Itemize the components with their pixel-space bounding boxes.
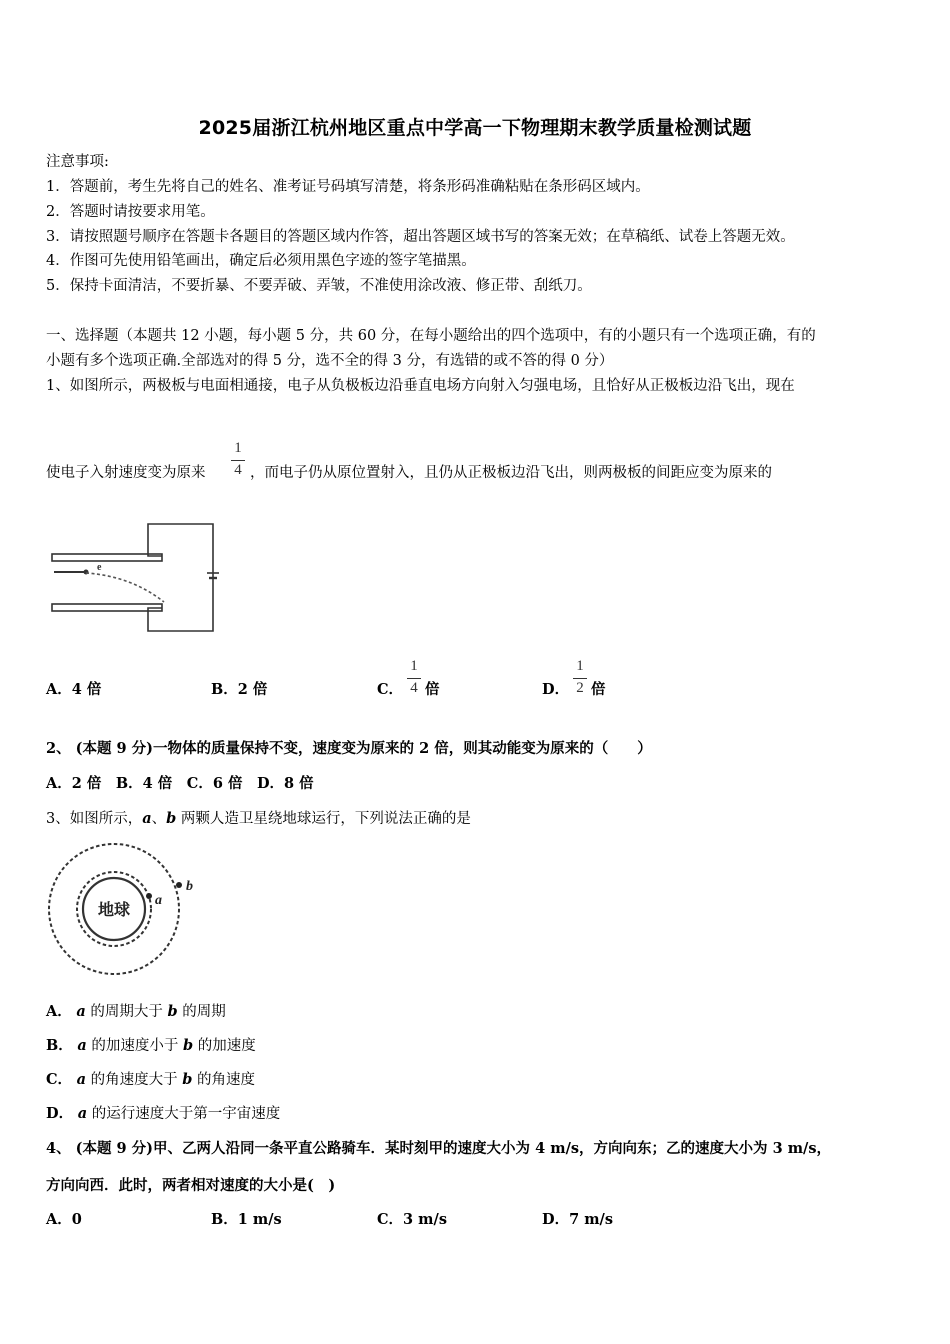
q3-option-b: B． a 的加速度小于 b 的加速度 [46, 1037, 256, 1054]
electron-label: e [97, 562, 102, 573]
fraction-numerator: 1 [234, 440, 242, 456]
q4-option-a: A．0 [46, 1211, 82, 1228]
section-header-line1: 一、选择题（本题共 12 小题，每小题 5 分，共 60 分，在每小题给出的四个选项中，有的小题只有一个选项正确，有的 [46, 328, 816, 344]
q1-stem-line1: 1、如图所示，两极板与电面相通接，电子从负极板边沿垂直电场方向射入匀强电场，且恰好从正极板边沿飞出，现在 [46, 378, 795, 394]
q4-stem-line2: 方向向西．此时，两者相对速度的大小是( ) [46, 1177, 336, 1194]
section-header-line2: 小题有多个选项正确.全部选对的得 5 分，选不全的得 3 分，有选错的或不答的得 0 分） [46, 353, 614, 369]
notice-item-1: 1．答题前，考生先将自己的姓名、准考证号码填写清楚，将条形码准确粘贴在条形码区域内。 [46, 179, 650, 195]
q1-option-b: B．2 倍 [211, 681, 268, 698]
q1-capacitor-figure [46, 518, 221, 636]
notice-item-5: 5．保持卡面清洁，不要折暴、不要弄破、弄皱，不准使用涂改液、修正带、刮纸刀。 [46, 278, 592, 294]
earth-label: 地球 [97, 900, 131, 919]
q1-option-c-text: 倍 [425, 681, 440, 698]
q3-option-d: D． a 的运行速度大于第一宇宙速度 [46, 1105, 281, 1122]
q3-option-a: A． a 的周期大于 b 的周期 [46, 1003, 226, 1020]
q4-stem-line1: 4、 (本题 9 分)甲、乙两人沿同一条平直公路骑车．某时刻甲的速度大小为 4 m/s，方向向东；乙的速度大小为 3 m/s， [46, 1140, 832, 1157]
q4-option-d: D．7 m/s [542, 1211, 614, 1228]
satellite-b-label: b [186, 879, 193, 894]
q4-option-c: C．3 m/s [377, 1211, 447, 1228]
q1-option-c-label: C． [377, 681, 404, 698]
q1-stem-line2-pre: 使电子入射速度变为原来 [46, 465, 206, 481]
q2-options: A．2 倍 B．4 倍 C．6 倍 D．8 倍 [46, 775, 314, 792]
satellite-b-dot [176, 882, 182, 888]
satellite-a-label: a [155, 893, 162, 908]
q3-satellite-figure [44, 842, 204, 976]
q3-option-c: C． a 的角速度大于 b 的角速度 [46, 1071, 256, 1088]
page-title: 2025届浙江杭州地区重点中学高一下物理期末教学质量检测试题 [198, 117, 752, 139]
notice-item-3: 3．请按照题号顺序在答题卡各题目的答题区域内作答，超出答题区域书写的答案无效；在草稿纸、试卷上答题无效。 [46, 229, 795, 245]
q2-stem: 2、 (本题 9 分)一物体的质量保持不变，速度变为原来的 2 倍，则其动能变为原来的（ ） [46, 740, 652, 757]
q1-option-a: A．4 倍 [46, 681, 102, 698]
q1-stem-line2-post: ，而电子仍从原位置射入，且仍从正极板边沿飞出，则两极板的间距应变为原来的 [250, 465, 772, 481]
q4-option-b: B．1 m/s [211, 1211, 282, 1228]
q3-stem: 3、如图所示，a、b 两颗人造卫星绕地球运行，下列说法正确的是 [46, 810, 471, 827]
q1-option-d-text: 倍 [591, 681, 606, 698]
notice-heading: 注意事项: [46, 154, 109, 170]
fraction-denominator: 4 [234, 462, 242, 478]
notice-item-2: 2．答题时请按要求用笔。 [46, 204, 215, 220]
satellite-a-dot [146, 893, 152, 899]
notice-item-4: 4．作图可先使用铅笔画出，确定后必须用黑色字迹的签字笔描黑。 [46, 253, 476, 269]
q1-option-d-label: D． [542, 681, 570, 698]
